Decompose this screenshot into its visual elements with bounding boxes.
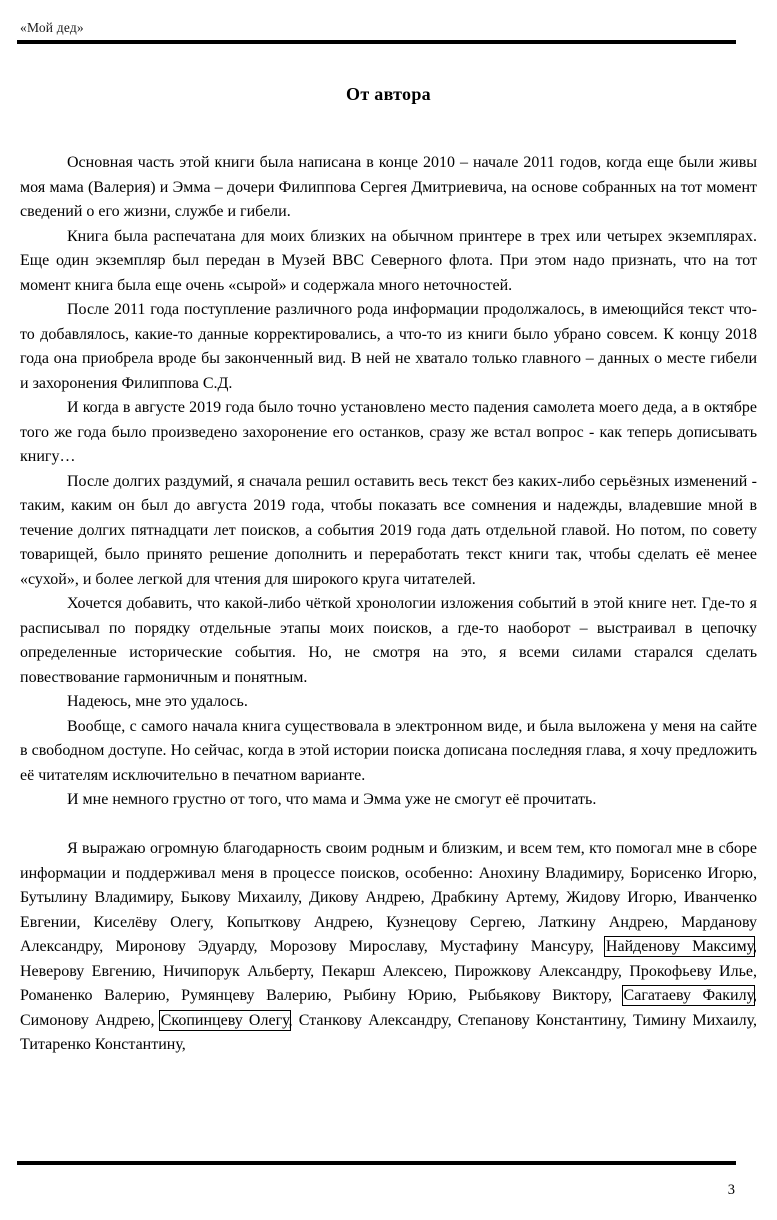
paragraph bbox=[20, 592, 757, 690]
text-segment: Основная часть этой книги была написана в конце 2010 – начале 2011 годов, когда еще были живы моя мама (Валерия) и Эмма – дочери Филиппова Сергея Дмитриевича, на основе собранных на тот момент сведений о его жизни, службе и гибели. bbox=[20, 154, 757, 220]
running-header: «Мой дед» bbox=[20, 20, 84, 35]
boxed-name: Скопинцеву Олегу bbox=[160, 1011, 289, 1029]
page-number: 3 bbox=[727, 1182, 735, 1198]
body-text bbox=[20, 151, 757, 1058]
text-segment: Вообще, с самого начала книга существовала в электронном виде, и была выложена у меня на сайте в свободном доступе. Но сейчас, когда в этой истории поиска дописана последняя глава, я хочу предложить её читателям исключительно в печатном варианте. bbox=[20, 717, 757, 784]
boxed-name: Сагатаеву Факилу bbox=[623, 987, 753, 1004]
paragraph bbox=[20, 837, 757, 1058]
text-segment: Надеюсь, мне это удалось. bbox=[67, 693, 248, 710]
text-segment: , Станкову Александру, Степанову Константину, Тимину Михаилу, Титаренко Константину, bbox=[20, 1011, 758, 1053]
text-segment: , Симонову Андрею, bbox=[20, 987, 757, 1029]
text-segment: , Неверову Евгению, Ничипорук Альберту, Пекарш Алексею, Пирожкову Александру, Прокофьеву Илье, Романенко Валерию, Румянцеву Валерию, Рыбину Юрию, Рыбьякову Виктору, bbox=[20, 938, 757, 1004]
text-segment: Хочется добавить, что какой-либо чёткой хронологии изложения событий в этой книге нет. Где-то я расписывал по порядку отдельные этапы моих поисков, а где-то наоборот – выстраивал в цепочку определенные исторические события. Но, не смотря на это, я всеми силами старался сделать повествование гармоничным и понятным. bbox=[20, 595, 757, 686]
boxed-name: Найденову Максиму bbox=[605, 938, 753, 955]
page-title: От автора bbox=[346, 84, 431, 104]
paragraph bbox=[20, 715, 757, 789]
paragraph bbox=[20, 298, 757, 396]
header-rule bbox=[17, 40, 736, 44]
footer-rule bbox=[17, 1161, 736, 1165]
text-segment: Я выражаю огромную благодарность своим родным и близким, и всем тем, кто помогал мне в сборе информации и поддерживал меня в процессе поисков, особенно: Анохину Владимиру, Борисенко Игорю, Бутылину Владимиру, Быкову Михаилу, Дикову Андрею, Драбкину Артему, Жидову Игорю, Иванченко Евгении, Киселёву Олегу, Копыткову Андрею, Кузнецову Сергею, Латкину Андрею, Марданову Александру, Миронову Эдуарду, Морозову Мирославу, Мустафину Мансуру, bbox=[20, 840, 757, 955]
paragraph bbox=[20, 151, 757, 225]
paragraph bbox=[20, 470, 757, 593]
paragraph bbox=[20, 690, 757, 715]
paragraph bbox=[20, 788, 757, 813]
paragraph bbox=[20, 396, 757, 470]
paragraph bbox=[20, 225, 757, 299]
text-segment: И мне немного грустно от того, что мама и Эмма уже не смогут её прочитать. bbox=[67, 791, 597, 808]
text-segment: После долгих раздумий, я сначала решил оставить весь текст без каких-либо серьёзных изменений - таким, каким он был до августа 2019 года, чтобы показать все сомнения и надежды, владевшие мной в течение долгих пятнадцати лет поисков, а события 2019 года дать отдельной главой. Но потом, по совету товарищей, было принято решение дополнить и переработать текст книги так, чтобы сделать её менее «сухой», и более легкой для чтения для широкого круга читателей. bbox=[20, 472, 757, 588]
text-segment: И когда в августе 2019 года было точно установлено место падения самолета моего деда, а в октябре того же года было произведено захоронение его останков, сразу же встал вопрос - как теперь дописывать книгу… bbox=[20, 399, 757, 465]
text-segment: Книга была распечатана для моих близких на обычном принтере в трех или четырех экземплярах. Еще один экземпляр был передан в Музей ВВС Северного флота. При этом надо признать, что на тот момент книга была еще очень «сырой» и содержала много неточностей. bbox=[20, 227, 757, 294]
text-segment: После 2011 года поступление различного рода информации продолжалось, в имеющийся текст что-то добавлялось, какие-то данные корректировались, а что-то из книги было убрано совсем. К концу 2018 года она приобрела вроде бы законченный вид. В ней не хватало только главного – данных о месте гибели и захоронения Филиппова С.Д. bbox=[20, 301, 757, 392]
